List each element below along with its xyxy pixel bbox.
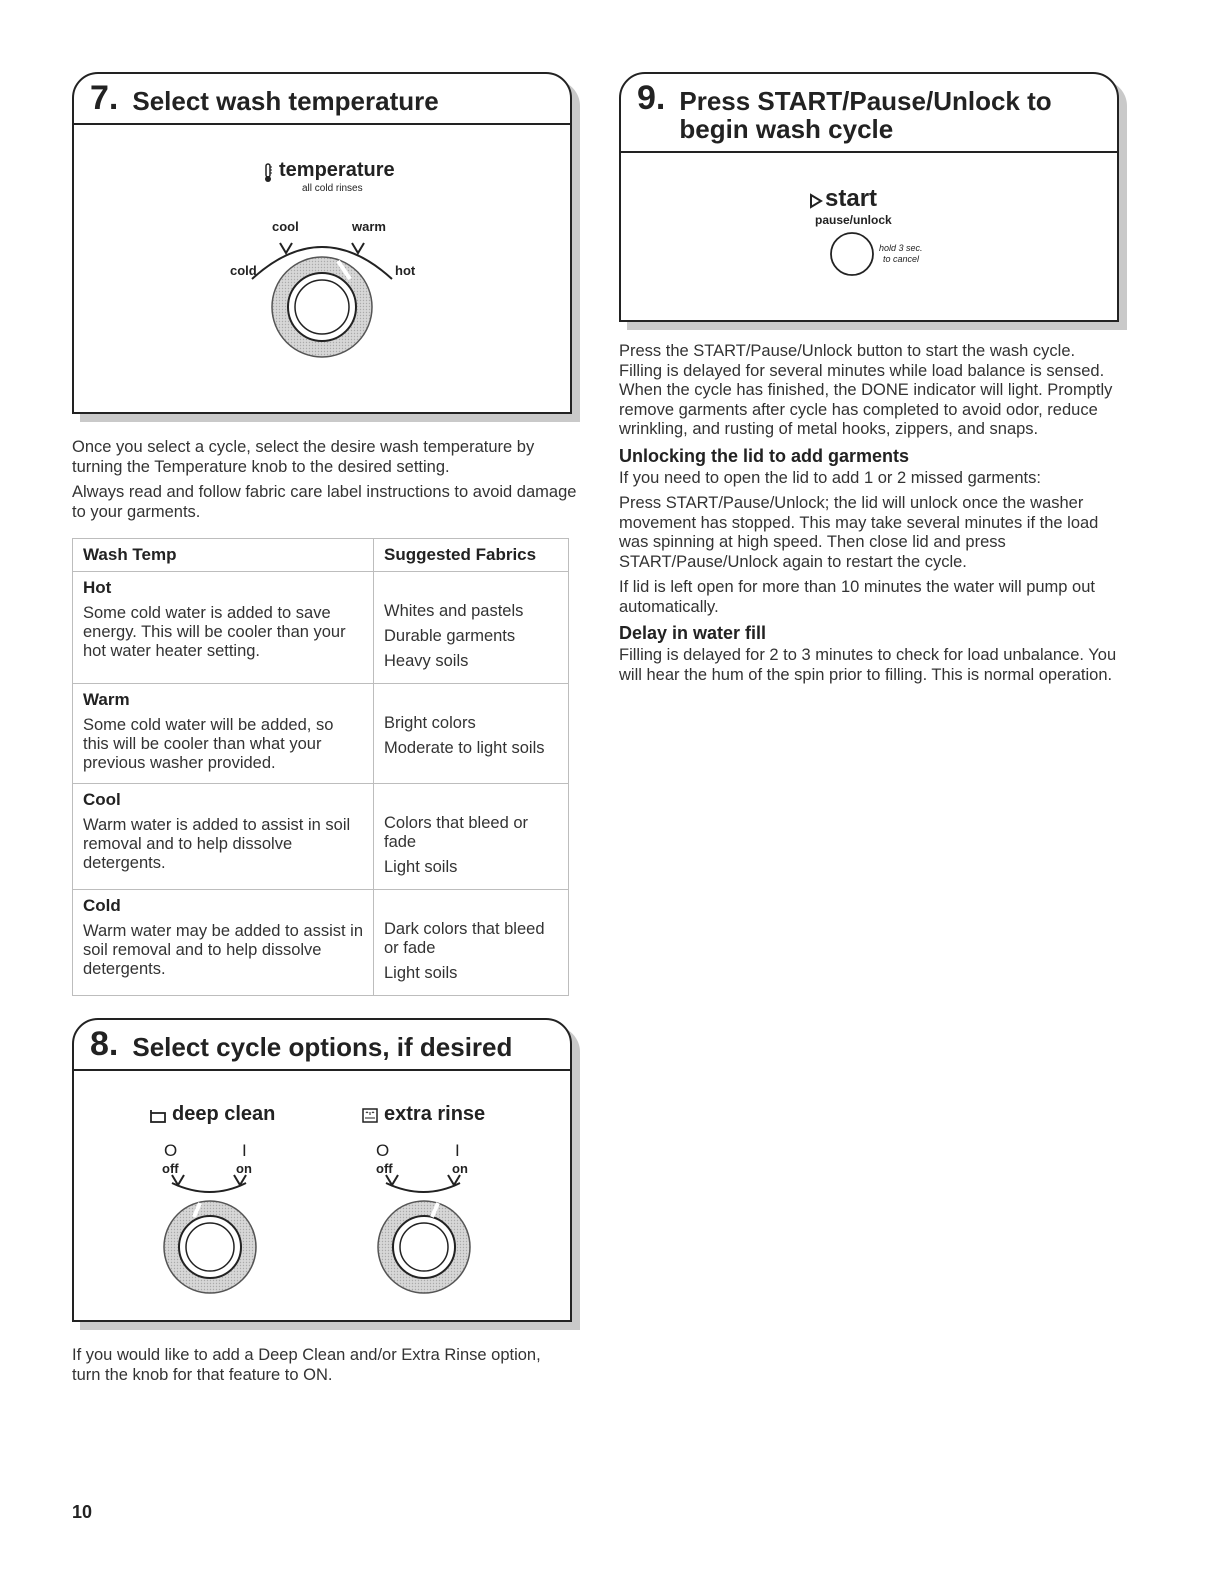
cold-position-label: cold [230,263,257,278]
fabric-cell [374,572,569,684]
temperature-label: temperature [279,159,395,181]
step-number: 7. [90,79,119,117]
step-9-paragraph: Press the START/Pause/Unlock button to start the wash cycle. Filling is delayed for several minutes while load balance is sensed. When the cycle has finished, the DONE indicator will light. Promptly remove garments after cycle has completed to avoid odor, reduce wrinkling, and rusting of metal hooks, zippers, and snaps. [619,342,1113,438]
wash-temp-table [72,538,569,996]
fabric-item: Whites and pastels [384,602,524,620]
temp-desc: Warm water is added to assist in soil removal and to help dissolve detergents. [83,816,351,872]
deep-clean-icon [150,1109,166,1123]
unlock-paragraph-3: If lid is left open for more than 10 minutes the water will pump out automatically. [619,578,1095,616]
start-button[interactable] [829,231,875,277]
unlock-paragraph-1: If you need to open the lid to add 1 or 2 missed garments: [619,468,1041,487]
step-title: Select wash temperature [132,86,439,116]
fabric-item: Heavy soils [384,652,469,670]
step-9-header [621,74,1117,153]
temperature-sublabel: all cold rinses [302,183,363,194]
step-7-header [74,74,570,125]
step-8-header [74,1020,570,1071]
extra-rinse-label: extra rinse [384,1103,486,1125]
pause-unlock-label: pause/unlock [815,213,892,227]
fabric-cell [374,784,569,890]
hold-instruction: hold 3 sec. [879,243,923,253]
unlock-paragraph-2: Press START/Pause/Unlock; the lid will unlock once the washer movement has stopped. This may take several minutes if the load was spinning at high speed. Then close lid and press START/Pause/Unlock again to restart the cycle. [619,494,1099,571]
deep-clean-label: deep clean [172,1103,276,1125]
table-row [73,684,569,784]
cancel-instruction: to cancel [883,254,920,264]
temp-desc: Warm water may be added to assist in soil removal and to help dissolve detergents. [83,922,364,978]
deep-clean-on-label: on [236,1161,252,1176]
temp-desc: Some cold water is added to save energy. This will be cooler than your hot water heater setting. [83,604,346,660]
warm-position-label: warm [352,219,386,234]
step-7-box [72,72,572,414]
table-row [73,572,569,684]
wash-temp-table-wrap [72,538,569,996]
page-number: 10 [72,1502,93,1522]
fabric-item: Colors that bleed or fade [384,814,528,851]
start-panel [621,153,1117,313]
temp-name: Hot [83,578,112,597]
temp-name: Warm [83,690,130,709]
extra-rinse-off-symbol: O [376,1141,390,1160]
temp-name: Cool [83,790,121,809]
step-number: 9. [637,79,666,117]
temp-cell [73,890,374,996]
step-title: Select cycle options, if desired [132,1032,513,1062]
extra-rinse-icon [362,1107,378,1123]
fabric-item: Moderate to light soils [384,739,545,757]
deep-clean-off-symbol: O [164,1141,178,1160]
play-icon [809,193,823,209]
step-9-text [619,342,1119,691]
temp-desc: Some cold water will be added, so this will be cooler than what your previous washer provided. [83,716,334,772]
temp-cell [73,572,374,684]
unlock-heading: Unlocking the lid to add garments [619,445,910,466]
temp-name: Cold [83,896,121,915]
table-row [73,784,569,890]
fabric-item: Dark colors that bleed or fade [384,920,545,957]
hot-position-label: hot [395,263,416,278]
step-title-line-1: Press START/Pause/Unlock to [679,86,1052,116]
step-8-paragraph: If you would like to add a Deep Clean and/or Extra Rinse option, turn the knob for that feature to ON. [72,1346,541,1384]
step-7-paragraph-1: Once you select a cycle, select the desire wash temperature by turning the Temperature knob to the desired setting. [72,438,535,476]
start-label: start [825,185,878,212]
temperature-knob[interactable] [242,221,402,361]
delay-paragraph: Filling is delayed for 2 to 3 minutes to check for load unbalance. You will hear the hum of the spin prior to filling. This is normal operation. [619,646,1117,684]
step-8-text [72,1346,572,1391]
fabric-cell [374,890,569,996]
step-7-paragraph-2: Always read and follow fabric care label instructions to avoid damage to your garments. [72,483,577,521]
step-number: 8. [90,1025,119,1063]
options-panel [74,1071,570,1321]
step-7-text [72,438,582,528]
table-row [73,890,569,996]
temp-cell [73,684,374,784]
thermometer-icon [263,163,273,183]
extra-rinse-off-label: off [376,1161,393,1176]
extra-rinse-on-symbol: I [455,1141,460,1160]
temperature-panel [74,125,570,405]
extra-rinse-on-label: on [452,1161,468,1176]
fabric-item: Light soils [384,964,458,982]
delay-heading: Delay in water fill [619,623,767,643]
table-header-row [73,539,569,572]
fabric-cell [374,684,569,784]
header-suggested-fabrics: Suggested Fabrics [374,539,569,572]
deep-clean-knob[interactable] [152,1171,272,1296]
step-title-line-2: begin wash cycle [679,114,894,144]
fabric-item: Durable garments [384,627,516,645]
fabric-item: Bright colors [384,714,476,732]
step-9-box [619,72,1119,322]
extra-rinse-knob[interactable] [366,1171,486,1296]
step-8-box [72,1018,572,1322]
cool-position-label: cool [272,219,299,234]
header-wash-temp: Wash Temp [73,539,374,572]
step-title [679,84,1051,143]
deep-clean-off-label: off [162,1161,179,1176]
temp-cell [73,784,374,890]
deep-clean-on-symbol: I [242,1141,247,1160]
fabric-item: Light soils [384,858,458,876]
